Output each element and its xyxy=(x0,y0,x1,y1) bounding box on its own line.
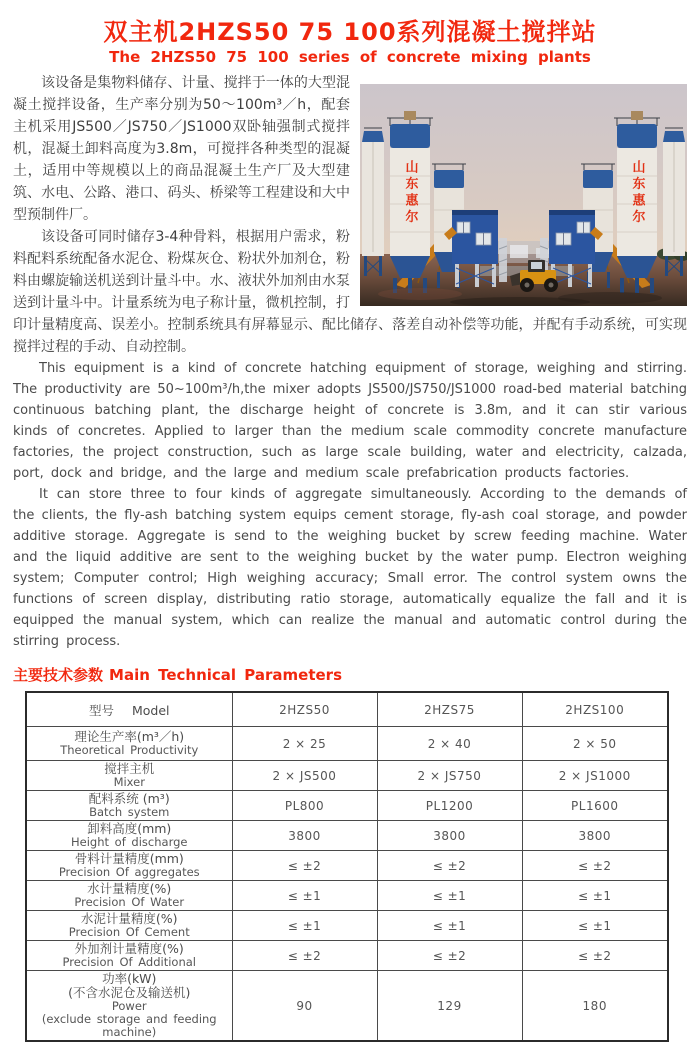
spec-label-cn: 水泥计量精度(%) xyxy=(80,911,178,926)
spec-label-cn: 卸料高度(mm) xyxy=(87,821,172,836)
spec-value: 3800 xyxy=(522,821,668,851)
spec-value: 3800 xyxy=(232,821,377,851)
spec-label-cn: 功率(kW) xyxy=(102,971,157,986)
spec-value: 2 × 40 xyxy=(377,727,522,761)
model-label-cn: 型号 xyxy=(88,703,114,718)
spec-value: ≤ ±1 xyxy=(522,911,668,941)
table-row xyxy=(26,761,668,791)
spec-value: ≤ ±2 xyxy=(522,851,668,881)
spec-value: ≤ ±2 xyxy=(522,941,668,971)
spec-value: ≤ ±1 xyxy=(522,881,668,911)
table-row xyxy=(26,821,668,851)
silo-brand-text-left: 山东惠尔 xyxy=(402,160,418,226)
spec-value: ≤ ±2 xyxy=(232,941,377,971)
model-label-cell xyxy=(26,692,232,727)
spec-label-cn-note: (不含水泥仓及输送机) xyxy=(68,985,191,1000)
spec-label-cell xyxy=(26,851,232,881)
model-name: 2HZS50 xyxy=(232,692,377,727)
spec-value: ≤ ±2 xyxy=(232,851,377,881)
intro-paragraph-en-1: This equipment is a kind of concrete hatching equipment of storage, weighing and stirring. The productivity are 50~100m³/h,the mixer adopts JS500/JS750/JS1000 road-bed material batching continuous batching plant, the discharge height of concrete is 3.8m, and it can stir various kinds of concretes. Applied to larger than the medium scale commodity concrete manufacture factories, the project construction, such as large scale building, water and electricity, calzada, port, dock and bridge, and the large and medium scale prefabrication products factories. xyxy=(13,361,687,481)
spec-value: 129 xyxy=(377,971,522,1042)
spec-label-cell xyxy=(26,727,232,761)
table-header-row xyxy=(26,692,668,727)
spec-label-en: Precision Of Cement xyxy=(68,925,190,939)
spec-label-cn: 水计量精度(%) xyxy=(87,881,172,896)
spec-label-cn: 骨料计量精度(mm) xyxy=(74,851,184,866)
spec-value: PL1600 xyxy=(522,791,668,821)
spec-value: ≤ ±1 xyxy=(377,911,522,941)
spec-value: 2 × JS500 xyxy=(232,761,377,791)
spec-label-en: Batch system xyxy=(89,805,170,819)
spec-label-en: Power xyxy=(111,999,147,1013)
spec-label-en: Precision Of Additional xyxy=(62,955,196,969)
silo-brand-text-right: 山东惠尔 xyxy=(629,160,645,226)
spec-label-cn: 外加剂计量精度(%) xyxy=(74,941,184,956)
spec-table xyxy=(25,691,669,1042)
spec-label-cell xyxy=(26,971,232,1042)
page-title: 双主机2HZS50 75 100系列混凝土搅拌站 xyxy=(103,18,597,46)
spec-value: ≤ ±2 xyxy=(377,941,522,971)
section-heading-en: Main Technical Parameters xyxy=(109,666,342,684)
intro-paragraph-cn-1: 该设备是集物料储存、计量、搅拌于一体的大型混凝土搅拌设备，生产率分别为50～100m³／h，配套主机采用JS500／JS750／JS1000双卧轴强制式搅拌机，混凝土卸料高度为3.8m，可搅拌各种类型的混凝土，适用中等规模以上的商品混凝土生产厂及大型建筑、水电、公路、港口、码头、桥梁等工程建设和大中型预制件厂。 xyxy=(13,75,350,223)
spec-label-cell xyxy=(26,791,232,821)
spec-value: ≤ ±1 xyxy=(232,911,377,941)
intro-paragraph-en-2: It can store three to four kinds of aggregate simultaneously. According to the demands of the clients, the fly-ash batching system equips cement storage, fly-ash coal storage, and powder additive storage. Aggregate is send to the weighing bucket by screw feeding machine. Water and the liquid additive are sent to the weighing bucket by the water pump. Electron weighing system; Computer control; High weighing accuracy; Small error. The control system owns the functions of screen display, distributing ratio storage, automatically equalize the fall and it is equipped the manual system, which can realize the manual and automatic control during the stirring process. xyxy=(13,487,687,649)
page-subtitle: The 2HZS50 75 100 series of concrete mixing plants xyxy=(109,48,591,66)
spec-label-cell xyxy=(26,941,232,971)
spec-label-cn: 配料系统 (m³) xyxy=(88,791,170,806)
spec-label-en: Theoretical Productivity xyxy=(60,743,199,757)
model-label-en: Model xyxy=(131,703,170,718)
spec-value: 2 × JS1000 xyxy=(522,761,668,791)
spec-value: 2 × 50 xyxy=(522,727,668,761)
spec-value: PL1200 xyxy=(377,791,522,821)
spec-value: PL800 xyxy=(232,791,377,821)
section-heading xyxy=(13,664,687,685)
spec-value: 3800 xyxy=(377,821,522,851)
spec-label-cell xyxy=(26,821,232,851)
table-row xyxy=(26,911,668,941)
model-name: 2HZS75 xyxy=(377,692,522,727)
spec-value: ≤ ±2 xyxy=(377,851,522,881)
spec-label-en: Height of discharge xyxy=(71,835,188,849)
spec-label-en: Precision Of Water xyxy=(74,895,185,909)
spec-value: 2 × JS750 xyxy=(377,761,522,791)
table-row xyxy=(26,851,668,881)
spec-value: 180 xyxy=(522,971,668,1042)
spec-label-cell xyxy=(26,911,232,941)
spec-label-en-note: (exclude storage and feeding machine) xyxy=(41,1012,217,1039)
spec-value: 90 xyxy=(232,971,377,1042)
model-name: 2HZS100 xyxy=(522,692,668,727)
spec-label-cn: 理论生产率(m³／h) xyxy=(74,729,185,744)
section-heading-cn: 主要技术参数 xyxy=(13,666,104,684)
table-row xyxy=(26,881,668,911)
spec-label-cell xyxy=(26,761,232,791)
spec-label-cell xyxy=(26,881,232,911)
spec-value: ≤ ±1 xyxy=(377,881,522,911)
spec-value: 2 × 25 xyxy=(232,727,377,761)
spec-value: ≤ ±1 xyxy=(232,881,377,911)
product-photo xyxy=(360,84,687,306)
table-row xyxy=(26,791,668,821)
spec-label-en: Mixer xyxy=(113,775,145,789)
content-area xyxy=(13,72,687,1042)
spec-label-cn: 搅拌主机 xyxy=(104,761,155,776)
table-row xyxy=(26,941,668,971)
plant-photo-illustration xyxy=(360,84,687,306)
table-row xyxy=(26,971,668,1042)
intro-paragraph-cn-2: 该设备可同时储存3-4种骨料，根据用户需求，粉料配料系统配备水泥仓、粉煤灰仓、粉状外加剂仓，粉料由螺旋输送机送到计量斗中。水、液状外加剂由水泵送到计量斗中。计量系统为电子称计量，微机控制，打印计量精度高、误差小。控制系统具有屏幕显示、配比储存、落差自动补偿等功能，并配有手动系统，可实现搅拌过程的手动、自动控制。 xyxy=(13,229,687,355)
spec-label-en: Precision Of aggregates xyxy=(58,865,200,879)
table-row xyxy=(26,727,668,761)
